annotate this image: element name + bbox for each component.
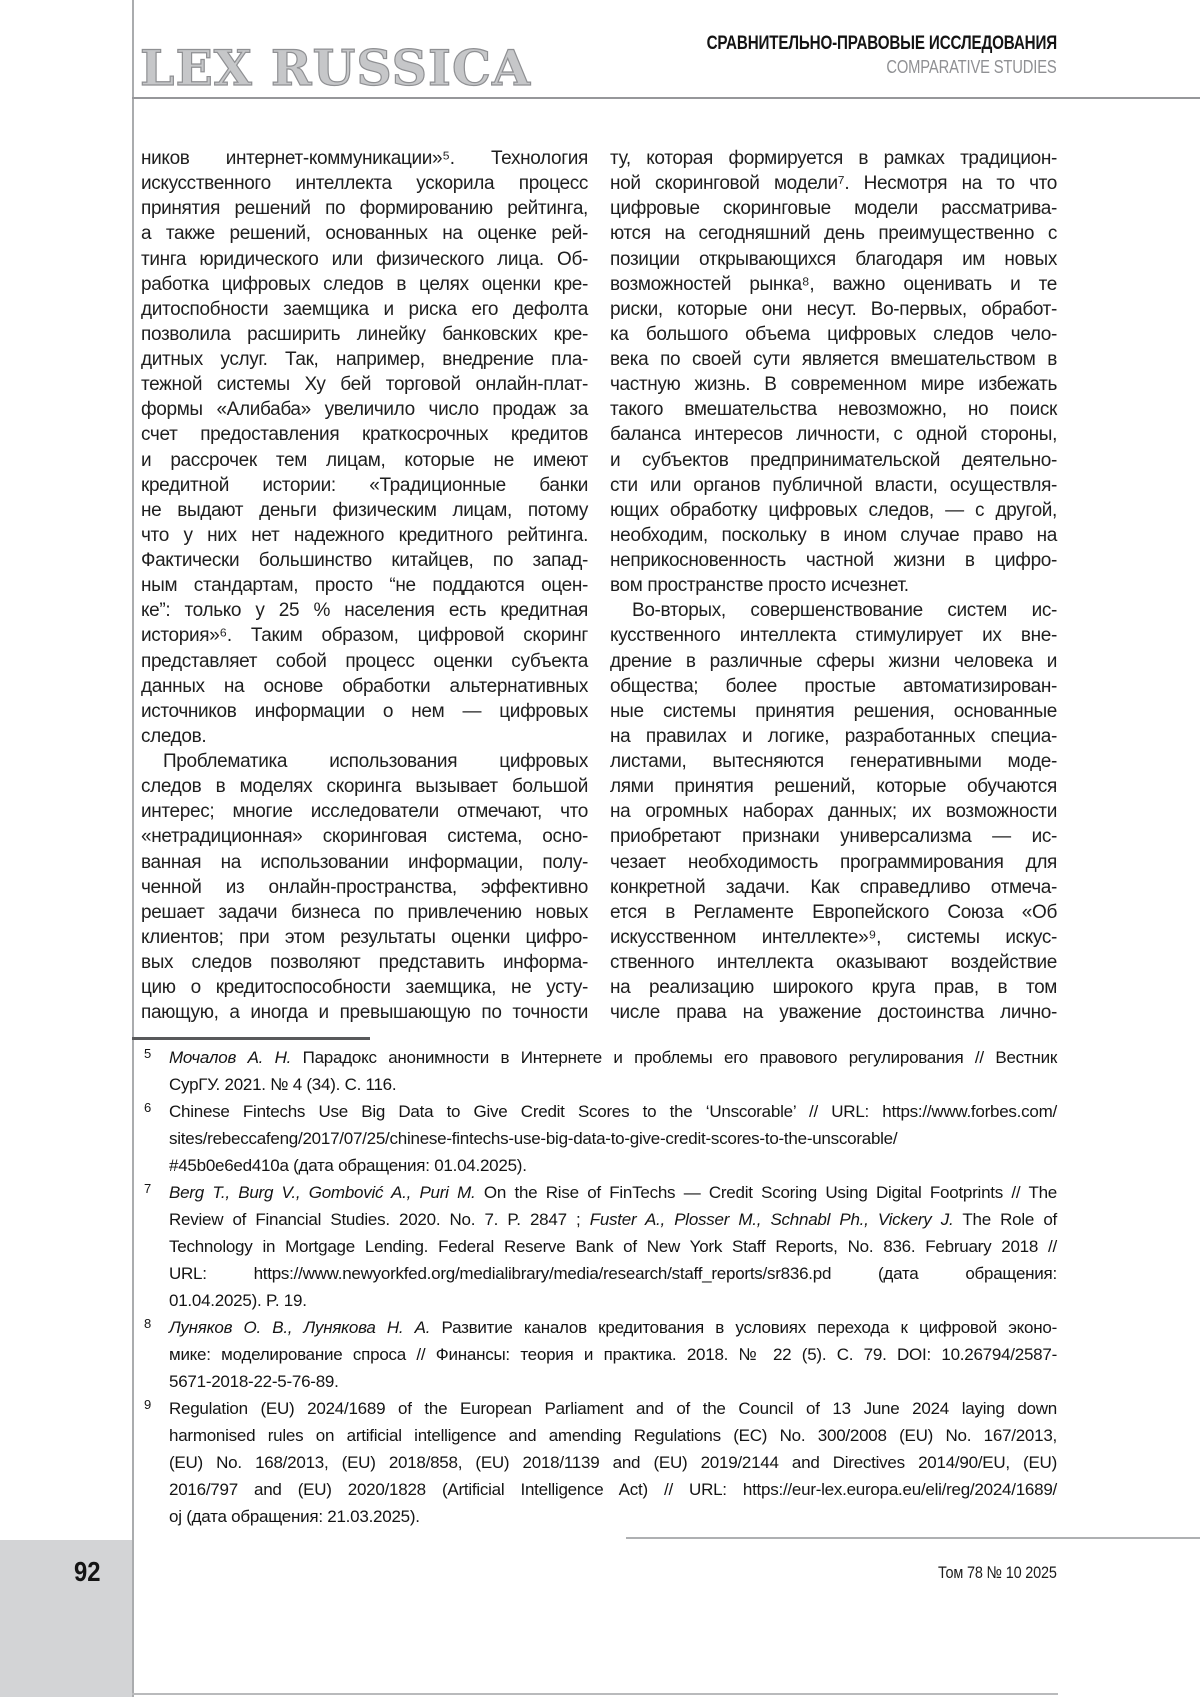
body-text-line: тежной системы Ху бей торговой онлайн-плат- [141, 374, 588, 396]
page-number: 92 [74, 1556, 101, 1587]
body-text-line: конкретной задачи. Как справедливо отмеча- [610, 876, 1057, 898]
journal-logo: LEX RUSSICA [140, 39, 531, 97]
body-text-line: на правилах и логике, разработанных специа- [610, 725, 1057, 747]
body-text-line: тинга юридического или физического лица. Об- [141, 248, 588, 270]
footnote-line: Мочалов А. Н. Парадокс анонимности в Интернете и проблемы его правового регулирования // Вестник [169, 1048, 1058, 1067]
footnote-line: Chinese Fintechs Use Big Data to Give Credit Scores to the ‘Unscorable’ // URL: https://www.forbes.com/ [169, 1102, 1057, 1121]
footnote-line: (EU) No. 168/2013, (EU) 2018/858, (EU) 2018/1139 and (EU) 2019/2144 and Directives 2014/90/EU, (EU) [169, 1453, 1057, 1472]
body-text-line: не выдают деньги физическим лицам, потому [141, 499, 588, 521]
body-text-line: числе права на уважение достоинства лично- [610, 1002, 1057, 1024]
footnote-9 [141, 1395, 1057, 1530]
footnote-line: 2016/797 and (EU) 2020/1828 (Artificial Intelligence Act) // URL: https://eur-lex.europa.eu/eli/reg/2024/1689/ [169, 1480, 1057, 1499]
body-text-line: формы «Алибаба» увеличило число продаж за [141, 399, 588, 421]
footnotes-section [141, 1044, 1057, 1530]
footnote-6 [141, 1098, 1057, 1179]
body-text-line: а также решений, основанных на оценке рей- [141, 223, 588, 245]
footnote-line: Regulation (EU) 2024/1689 of the European Parliament and of the Council of 13 June 2024 laying down [169, 1399, 1057, 1418]
left-margin-rule [132, 0, 134, 1697]
footnote-separator [132, 1037, 370, 1040]
body-text-line: ке”: только у 25 % населения есть кредитная [141, 600, 588, 622]
body-text-line: дитных услуг. Так, например, внедрение пла- [141, 349, 588, 370]
footnote-line: Луняков О. В., Лунякова Н. А. Развитие каналов кредитования в условиях перехода к цифровой эконо- [169, 1318, 1057, 1337]
footnote-line: Technology in Mortgage Lending. Federal Reserve Bank of New York Staff Reports, No. 836. February 2018 // [169, 1237, 1057, 1256]
body-text-line: источников информации о нем — цифровых [141, 700, 588, 722]
body-text-line: данных на основе обработки альтернативных [141, 675, 588, 697]
body-text-line: чезает необходимость программирования для [610, 851, 1057, 873]
body-text-line: следов в моделях скоринга вызывает большой [141, 776, 588, 798]
body-text-line: ту, которая формируется в рамках традицион- [610, 148, 1057, 169]
body-text-line: возможностей рынка⁸, важно оценивать и те [610, 273, 1057, 295]
body-text-line: ющих обработку цифровых следов, — с другой, [610, 499, 1057, 521]
body-text-line: принятия решений по формированию рейтинга, [141, 198, 588, 220]
body-text-line: Во-вторых, совершенствование систем ис- [632, 600, 1057, 622]
body-text-line: на огромных наборах данных; их возможности [610, 801, 1057, 823]
footnote-8 [141, 1314, 1057, 1395]
section-title-ru: СРАВНИТЕЛЬНО-ПРАВОВЫЕ ИССЛЕДОВАНИЯ [706, 33, 1057, 54]
footnote-number: 7 [144, 1181, 152, 1196]
body-text-line: ванная на использовании информации, полу- [141, 851, 588, 873]
footnote-number: 8 [144, 1316, 152, 1331]
body-column-left [141, 146, 588, 1025]
body-text-line: искусственного интеллекта ускорила процесс [141, 173, 588, 195]
body-text-line: века по своей сути является вмешательством в [610, 349, 1057, 370]
footnote-number: 6 [144, 1100, 152, 1115]
body-text-line: кусственного интеллекта стимулирует их вне- [610, 625, 1057, 647]
body-text-line: вом пространстве просто исчезнет. [610, 575, 909, 597]
body-text-line: ным стандартам, просто “не поддаются оцен- [141, 575, 588, 597]
body-text-line: история»⁶. Таким образом, цифровой скоринг [141, 625, 588, 647]
body-text-line: приобретают признаки универсализма — ис- [610, 826, 1057, 848]
body-text-line: что у них нет надежного кредитного рейтинга. [141, 524, 588, 546]
section-title-en: COMPARATIVE STUDIES [886, 57, 1057, 77]
body-text-line: Фактически большинство китайцев, по запад- [141, 550, 588, 571]
body-text-line: ченной из онлайн-пространства, эффективно [141, 876, 588, 898]
body-text-line: вых следов позволяют представить информа- [141, 952, 588, 973]
body-text-line: общества; более простые автоматизирован- [610, 675, 1057, 697]
footnote-line: sites/rebeccafeng/2017/07/25/chinese-fintechs-use-big-data-to-give-credit-scores-to-the-unscorable/ [169, 1129, 898, 1148]
footnote-line: мике: моделирование спроса // Финансы: теория и практика. 2018. № 22 (5). С. 79. DOI: 10.26794/2587- [169, 1345, 1057, 1364]
footnote-number: 9 [144, 1397, 152, 1412]
footer-rule [626, 1537, 1200, 1539]
footnote-line: 5671-2018-22-5-76-89. [169, 1372, 339, 1391]
body-text-line: лями принятия решений, которые обучаются [610, 776, 1057, 798]
body-text-line: ка большого объема цифровых следов чело- [610, 323, 1057, 345]
footnote-line: oj (дата обращения: 21.03.2025). [169, 1507, 420, 1526]
body-text-line: и рассрочек тем лицам, которые не имеют [141, 449, 588, 471]
footnote-line: harmonised rules on artificial intelligence and amending Regulations (EC) No. 300/2008 (EU) No. 167/2013, [169, 1426, 1057, 1445]
body-text-line: решает задачи бизнеса по привлечению новых [141, 901, 588, 923]
body-text-line: работка цифровых следов в целях оценки кре- [141, 273, 588, 295]
footnote-7 [141, 1179, 1057, 1314]
body-text-line: и субъектов предпринимательской деятельно- [610, 449, 1057, 471]
volume-issue-info: Том 78 № 10 2025 [938, 1563, 1057, 1582]
body-text-line: кредитной истории: «Традиционные банки [141, 474, 588, 496]
body-text-line: ной скоринговой модели⁷. Несмотря на то что [610, 173, 1057, 195]
body-text-line: позиции открывающихся благодаря им новых [610, 248, 1057, 270]
page-number-block [0, 1540, 132, 1697]
body-text-line: «нетрадиционная» скоринговая система, осно- [141, 826, 588, 848]
body-text-line: ются на сегодняшний день преимущественно с [610, 223, 1057, 245]
header-rule [132, 97, 1200, 99]
footnote-line: СурГУ. 2021. № 4 (34). С. 116. [169, 1075, 397, 1094]
bottom-page-rule [132, 1693, 1058, 1695]
footnote-line: URL: https://www.newyorkfed.org/medialibrary/media/research/staff_reports/sr836.pd (дата обращения: [169, 1264, 1057, 1283]
footnote-line: Berg T., Burg V., Gombović A., Puri M. On the Rise of FinTechs — Credit Scoring Using Digital Footprints // The [169, 1183, 1057, 1202]
body-text-line: баланса интересов личности, с одной стороны, [610, 424, 1057, 446]
body-text-line: счет предоставления краткосрочных кредитов [141, 424, 588, 446]
body-text-line: частную жизнь. В современном мире избежать [610, 374, 1057, 396]
body-text-line: клиентов; при этом результаты оценки цифро- [141, 926, 588, 948]
footnote-line: Review of Financial Studies. 2020. No. 7. P. 2847 ; Fuster A., Plosser M., Schnabl Ph., Vickery J. The Role of [169, 1210, 1057, 1229]
body-text-line: представляет собой процесс оценки субъекта [141, 650, 588, 672]
body-text-line: ные системы принятия решения, основанные [610, 700, 1057, 722]
body-text-line: дитоспобности заемщика и риска его дефолта [141, 298, 588, 320]
body-text-line: на реализацию широкого круга прав, в том [610, 977, 1057, 999]
body-text-line: интерес; многие исследователи отмечают, что [141, 801, 588, 823]
body-text-line: ственного интеллекта оказывают воздействие [610, 952, 1057, 973]
body-text-line: пающую, а иногда и превышающую по точности [141, 1002, 588, 1024]
body-text-line: цифровые скоринговые модели рассматрива- [610, 198, 1057, 220]
body-column-right [610, 146, 1057, 1025]
body-text-line: следов. [141, 725, 207, 747]
body-text-line: позволила расширить линейку банковских кре- [141, 323, 588, 345]
body-text-line: листами, вытесняются генеративными моде- [610, 751, 1057, 772]
footnote-line: 01.04.2025). P. 19. [169, 1291, 307, 1310]
footnote-number: 5 [144, 1046, 152, 1061]
body-text-line: сти или органов публичной власти, осуществля- [610, 474, 1057, 496]
body-text-line: необходим, поскольку в ином случае право на [610, 524, 1057, 546]
body-text-line: риски, которые они несут. Во-первых, обработ- [610, 298, 1057, 320]
footnote-5 [141, 1044, 1057, 1098]
body-text-line: дрение в различные сферы жизни человека и [610, 650, 1057, 672]
body-text-line: ников интернет-коммуникации»⁵. Технология [141, 148, 588, 169]
body-text-line: искусственном интеллекте»⁹, системы искус- [610, 926, 1057, 948]
body-text-line: ется в Регламенте Европейского Союза «Об [610, 901, 1057, 923]
body-text-line: цию о кредитоспособности заемщика, не усту- [141, 977, 588, 999]
body-text-line: Проблематика использования цифровых [163, 751, 588, 772]
body-text-line: такого вмешательства невозможно, но поиск [610, 399, 1057, 421]
footnote-line: #45b0e6ed410a (дата обращения: 01.04.2025). [169, 1156, 527, 1175]
body-text-line: неприкосновенность частной жизни в цифро- [610, 550, 1057, 571]
